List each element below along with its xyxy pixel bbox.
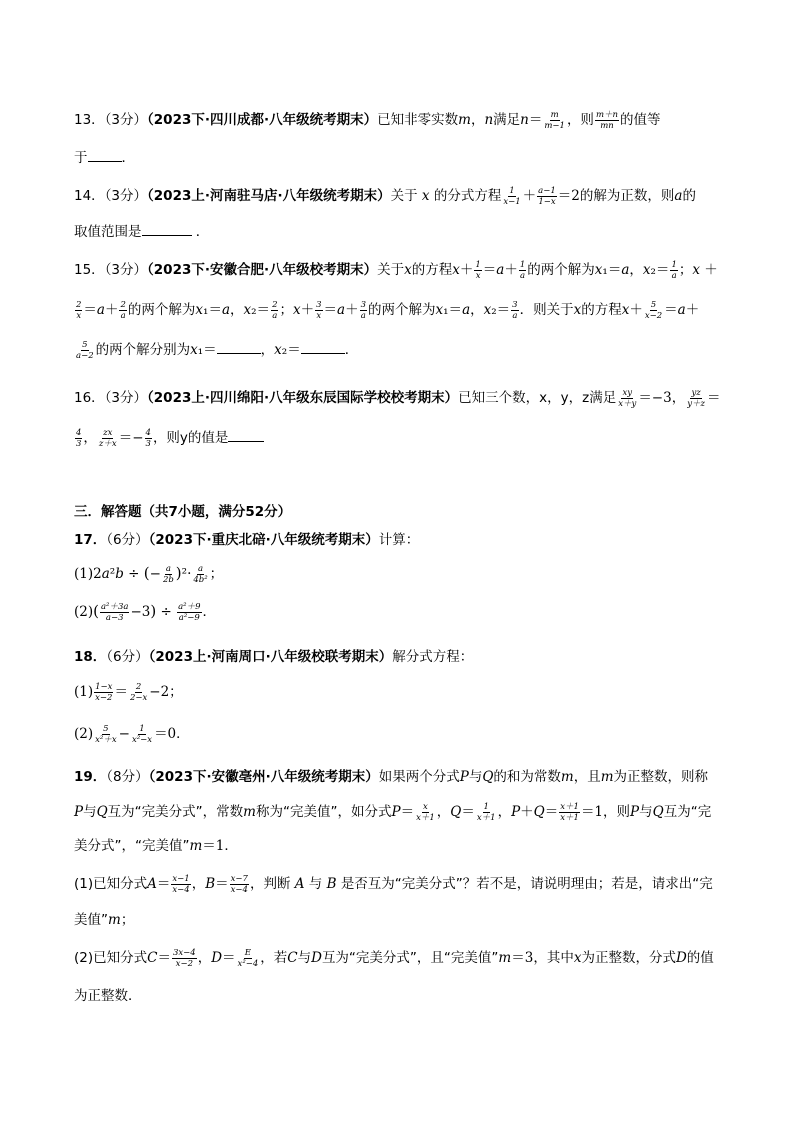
q16-line2: $\frac{4}{3}$ ， $\frac{zx}{z+x}$ ＝− $\frac{4}{3}$ ，则y的值是 <box>74 426 264 449</box>
q19-part1-line2: 美值”m； <box>74 912 135 928</box>
q18-source: （2023上·河南周口·八年级校联考期末） <box>148 649 393 665</box>
q17-line1: 17．（6分）（2023下·重庆北碚·八年级统考期末）计算： <box>74 532 420 548</box>
q17-source: （2023下·重庆北碚·八年级统考期末） <box>148 532 379 548</box>
q14-line2: 取值范围是 ． <box>74 224 210 240</box>
q13-score: （3分） <box>104 112 148 128</box>
answer-blank[interactable] <box>228 429 264 442</box>
q19-part2-line2: 为正整数． <box>74 988 142 1004</box>
q18-line1: 18．（6分）（2023上·河南周口·八年级校联考期末）解分式方程： <box>74 649 474 665</box>
answer-blank[interactable] <box>88 149 122 162</box>
q19-line3: 美分式”，“完美值”m＝1． <box>74 838 238 854</box>
section-3-title: 三．解答题（共7小题，满分52分） <box>74 504 292 520</box>
q18-part2: (2) $\frac{5}{\text{x²＋x}}$ − $\frac{1}{\text{x²−x}}$ ＝0． <box>74 723 190 745</box>
q13-source: （2023下·四川成都·八年级统考期末） <box>147 112 378 128</box>
q13-line2: 于 ． <box>74 150 135 166</box>
q13-number: 13． <box>74 112 105 128</box>
q19-line2: P与Q互为“完美分式”，常数m称为“完美值”，如分式P＝ $\frac{x}{x+1}$ ，Q＝ $\frac{1}{x+1}$ ，P＋Q＝ $\frac{x+1}{x+1}$ ＝1，则P与Q互为“完 <box>74 801 712 823</box>
q15-source: （2023下·安徽合肥·八年级校考期末） <box>147 262 378 278</box>
fraction: $\frac{m+n}{mn}$ <box>595 109 618 131</box>
q15-line2: $\frac{2}{x}$ ＝a＋ $\frac{2}{a}$ 的两个解为x₁＝a，x₂＝ $\frac{2}{a}$ ；x＋ $\frac{3}{x}$ ＝a＋ $\frac{3}{a}$ 的两个解为x₁＝a，x₂＝ $\frac{3}{a}$ ．则关于x的方程x＋ $\frac{5}{x-2}$ ＝a＋ <box>76 299 700 321</box>
answer-blank[interactable] <box>217 341 261 354</box>
q14-line1: 14．（3分）（2023上·河南驻马店·八年级统考期末）关于 x 的分式方程 $\frac{1}{x-1}$ ＋ $\frac{a-1}{1-x}$ ＝2的解为正数，则a的 <box>74 185 696 207</box>
q19-source: （2023下·安徽亳州·八年级统考期末） <box>148 769 379 785</box>
q16-line1: 16．（3分）（2023上·四川绵阳·八年级东辰国际学校校考期末）已知三个数，x，y，z满足 $\frac{xy}{x+y}$ ＝−3， $\frac{yz}{y+z}$ ＝ <box>74 387 721 409</box>
q19-part1-line1: (1)已知分式A＝ $\frac{x-1}{x-4}$ ，B＝ $\frac{x-7}{x-4}$ ，判断 A 与 B 是否互为“完美分式”？若不是，请说明理由；若是，请求出“完 <box>74 873 713 895</box>
q13-line1: 13．（3分）（2023下·四川成都·八年级统考期末）已知非零实数m，n满足n＝ $\frac{m}{m-1}$ ，则 $\frac{m+n}{mn}$ 的值等 <box>74 109 661 131</box>
q19-line1: 19．（8分）（2023下·安徽亳州·八年级统考期末）如果两个分式P与Q的和为常数m，且m为正整数，则称 <box>74 769 709 785</box>
q19-part2-line1: (2)已知分式C＝ $\frac{3x-4}{x-2}$ ，D＝ $\frac{E}{\text{x²−4}}$ ，若C与D互为“完美分式”，且“完美值”m＝3，其中x为正整数，分式D的值 <box>74 947 714 969</box>
q17-part2: (2)( $\frac{\text{a²＋3a}}{a-3}$ −3) ÷ $\frac{\text{a²＋9}}{\text{a²−9}}$ ． <box>74 601 216 623</box>
q18-part1: (1) $\frac{1-x}{x-2}$ ＝ $\frac{2}{2-x}$ −2； <box>74 681 183 703</box>
q15-line3: $\frac{5}{a-2}$ 的两个解分别为x₁＝ ，x₂＝ ． <box>76 339 359 361</box>
q14-source: （2023上·河南驻马店·八年级统考期末） <box>147 188 391 204</box>
q17-part1: (1)2a²b ÷ (− $\frac{a}{2b}$ )²· $\frac{a}{\text{4b²}}$ ； <box>74 563 224 585</box>
answer-blank[interactable] <box>301 341 345 354</box>
fraction: $\frac{a-1}{1-x}$ <box>538 185 556 207</box>
q16-source: （2023上·四川绵阳·八年级东辰国际学校校考期末） <box>147 390 459 406</box>
fraction: $\frac{m}{m-1}$ <box>544 109 565 131</box>
fraction: $\frac{1}{x-1}$ <box>503 185 521 207</box>
q15-line1: 15．（3分）（2023下·安徽合肥·八年级校考期末）关于x的方程x＋ $\frac{1}{x}$ ＝a＋ $\frac{1}{a}$ 的两个解为x₁＝a，x₂＝ $\frac{1}{a}$ ；x ＋ <box>74 259 718 281</box>
answer-blank[interactable] <box>142 223 192 236</box>
